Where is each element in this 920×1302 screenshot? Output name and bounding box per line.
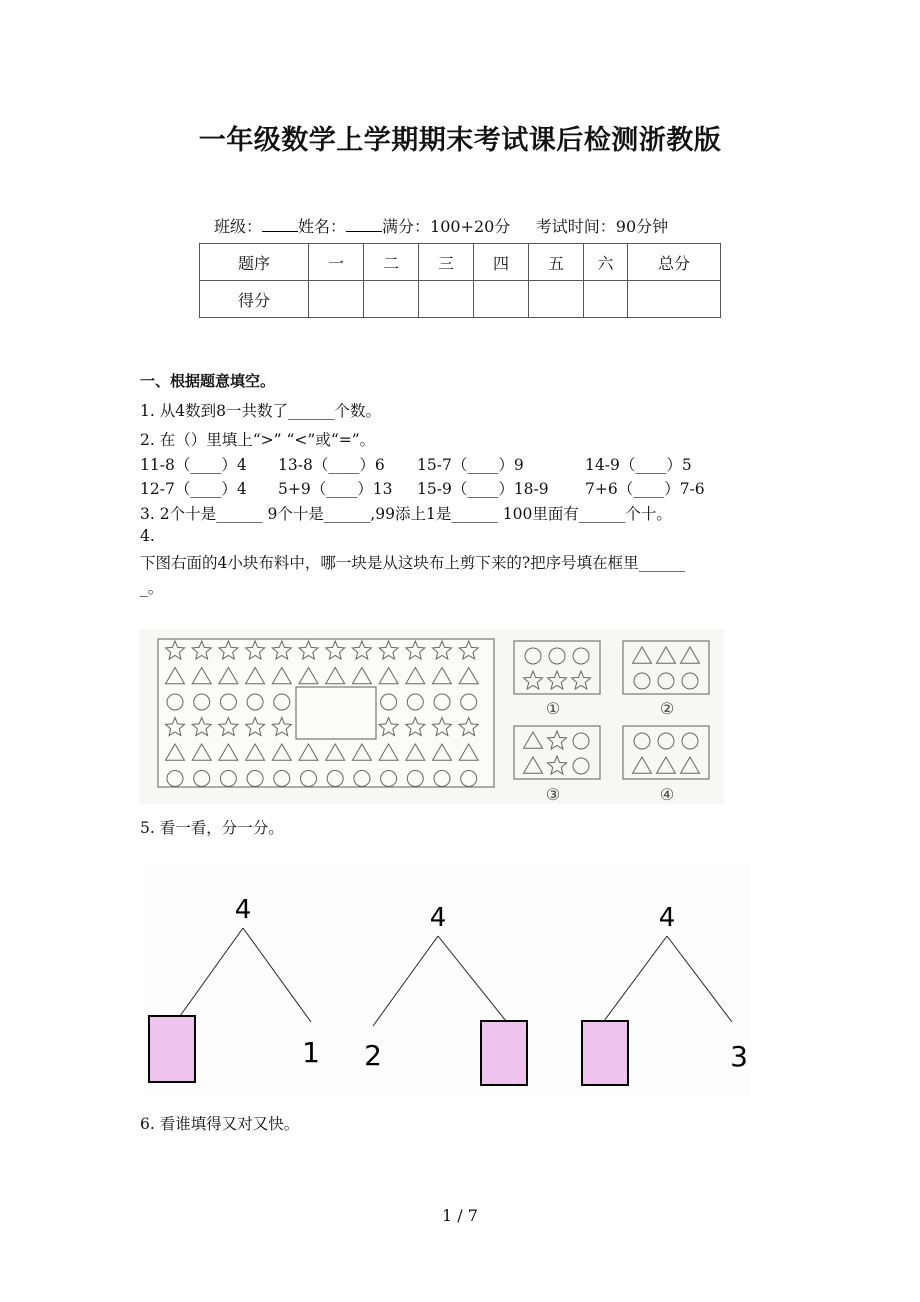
question-6: 6. 看谁填得又对又快。: [140, 1115, 300, 1133]
option-label: ③: [545, 785, 561, 804]
score-input-cell[interactable]: [309, 281, 364, 318]
score-input-cell[interactable]: [529, 281, 584, 318]
answer-box[interactable]: [149, 1016, 195, 1082]
document-title: 一年级数学上学期期末考试课后检测浙教版: [198, 125, 722, 156]
question-4-text: 下图右面的4小块布料中，哪一块是从这块布上剪下来的?把序号填在框里______: [140, 554, 686, 572]
score-table-score-row: [200, 281, 721, 318]
question-3: 3. 2个十是______ 9个十是______,99添上1是______ 100里面有______个十。: [140, 505, 672, 523]
score-input-cell[interactable]: [584, 281, 628, 318]
table-cell: 四: [474, 244, 529, 281]
tree-total: 4: [234, 895, 252, 925]
tree-part: 3: [730, 1040, 748, 1073]
q2-item: 5+9（____）13: [278, 480, 393, 498]
score-table-header-row: [200, 244, 721, 281]
class-label: 班级：: [214, 217, 263, 236]
q2-item: 15-7（____）9: [417, 456, 524, 474]
page-number: 1 / 7: [442, 1206, 478, 1225]
question-4-number: 4.: [140, 527, 155, 545]
tree-total: 4: [658, 903, 676, 933]
figure-background: [139, 864, 750, 1099]
question-2: 2. 在（）里填上“>” “<”或“=”。: [140, 431, 376, 449]
q2-item: 15-9（____）18-9: [417, 480, 549, 498]
class-blank: [262, 219, 298, 232]
q2-item: 14-9（____）5: [585, 456, 692, 474]
option-label: ①: [545, 699, 561, 718]
exam-time: 考试时间：90分钟: [535, 217, 669, 236]
table-cell: 总分: [628, 244, 721, 281]
score-input-cell[interactable]: [628, 281, 721, 318]
section-heading: 一、根据题意填空。: [140, 372, 276, 390]
score-input-cell[interactable]: [419, 281, 474, 318]
table-cell: 六: [584, 244, 628, 281]
exam-info-line: [214, 214, 668, 237]
table-cell: 三: [419, 244, 474, 281]
answer-box[interactable]: [582, 1021, 628, 1085]
score-input-cell[interactable]: [474, 281, 529, 318]
tree-part: 1: [302, 1036, 320, 1069]
question-4-tail: _。: [140, 579, 164, 597]
option-label: ②: [659, 699, 675, 718]
fabric-figure: [139, 629, 724, 804]
table-cell: 题序: [200, 244, 309, 281]
table-cell: 二: [364, 244, 419, 281]
table-cell: 得分: [200, 281, 309, 318]
full-score: 满分：100+20分: [382, 217, 511, 236]
tree-total: 4: [429, 903, 447, 933]
q2-item: 7+6（____）7-6: [585, 480, 705, 498]
question-1: 1. 从4数到8一共数了______个数。: [140, 402, 381, 420]
decomposition-figure: [139, 864, 750, 1099]
tree-part: 2: [364, 1039, 382, 1072]
q2-item: 12-7（____）4: [140, 480, 247, 498]
table-cell: 五: [529, 244, 584, 281]
score-input-cell[interactable]: [364, 281, 419, 318]
q2-item: 11-8（____）4: [140, 456, 247, 474]
answer-box[interactable]: [481, 1021, 527, 1085]
name-blank: [346, 219, 382, 232]
cut-out-hole: [296, 687, 376, 739]
option-label: ④: [659, 785, 675, 804]
q2-item: 13-8（____）6: [278, 456, 385, 474]
table-cell: 一: [309, 244, 364, 281]
score-table: [199, 243, 721, 318]
name-label: 姓名：: [298, 217, 347, 236]
question-5: 5. 看一看，分一分。: [140, 819, 284, 837]
